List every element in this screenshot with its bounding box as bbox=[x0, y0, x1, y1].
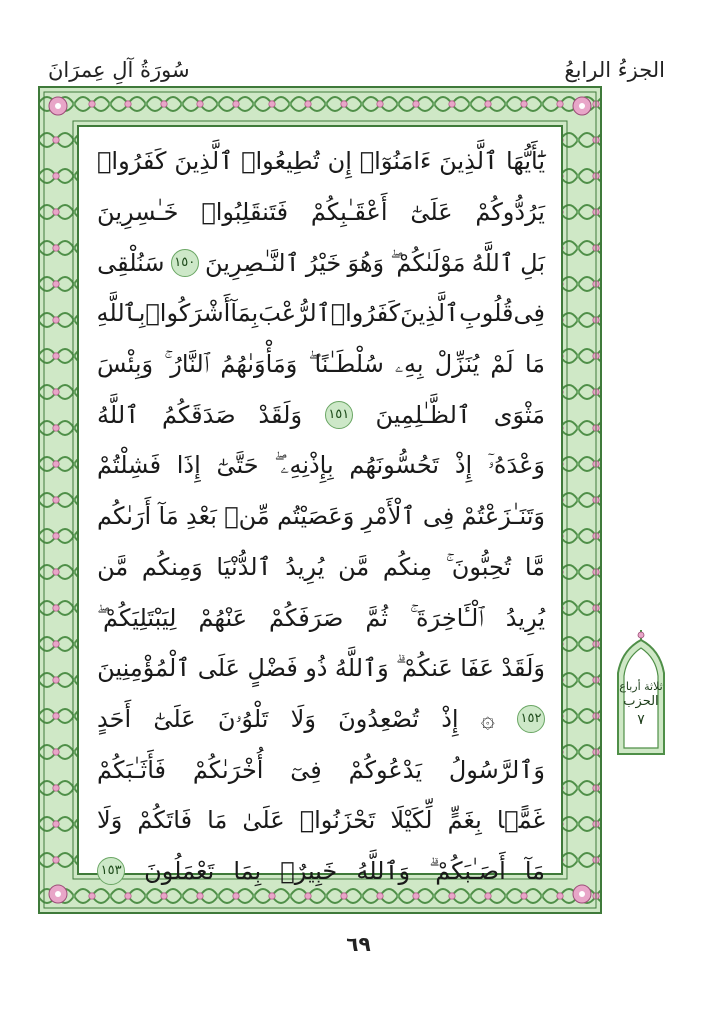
word: أَحَدٍ bbox=[97, 704, 132, 733]
word: مَا bbox=[524, 350, 545, 379]
ayah-number-marker: ١٥٢ bbox=[517, 705, 545, 733]
word: مِّنۢ bbox=[224, 502, 270, 531]
word: عَفَا bbox=[460, 654, 494, 683]
word: مَّن bbox=[97, 552, 129, 581]
word: فِى bbox=[513, 299, 545, 328]
word: كَفَرُوا۟ bbox=[330, 299, 401, 328]
word: بِغَمٍّ bbox=[447, 806, 482, 835]
text-line bbox=[97, 694, 545, 745]
ayah-number-marker: ١٥٣ bbox=[97, 857, 125, 885]
word: بِإِذْنِهِۦ ۖ bbox=[274, 451, 334, 480]
word: لَمْ bbox=[490, 350, 514, 379]
word: ٱلَّذِينَ bbox=[439, 147, 499, 176]
word: إِن bbox=[327, 147, 352, 176]
word: مَثْوَى bbox=[493, 400, 545, 429]
word: مَآ bbox=[524, 856, 545, 885]
text-line bbox=[97, 187, 545, 238]
text-line bbox=[97, 491, 545, 542]
page-number: ٦٩ bbox=[346, 932, 371, 956]
word: بِهِۦ bbox=[394, 350, 424, 379]
word: فَتَنقَلِبُوا۟ bbox=[201, 198, 289, 227]
word: وَتَنَـٰزَعْتُمْ bbox=[461, 502, 545, 531]
word: أَرَىٰكُم bbox=[97, 502, 152, 531]
word: ٱلدُّنْيَا bbox=[216, 552, 272, 581]
ayah-number-marker: ١٥١ bbox=[325, 401, 353, 429]
word: أَعْقَـٰبِكُمْ bbox=[310, 198, 388, 227]
word: إِذْ bbox=[454, 451, 473, 480]
word: مَّن bbox=[338, 552, 370, 581]
word: إِذْ bbox=[441, 704, 459, 733]
word: ٱلنَّـٰصِرِينَ bbox=[205, 248, 300, 277]
word: تُصْعِدُونَ bbox=[338, 704, 420, 733]
word: ءَامَنُوٓا۟ bbox=[359, 147, 432, 176]
text-line bbox=[97, 136, 545, 187]
word: كَفَرُوا۟ bbox=[97, 147, 167, 176]
hizb-number: ٧ bbox=[637, 712, 645, 729]
word: عَلَىٰ bbox=[242, 806, 285, 835]
text-line bbox=[97, 339, 545, 390]
word: فِىٓ bbox=[290, 755, 322, 784]
word: فَاتَكُمْ bbox=[137, 806, 193, 835]
word: وَلَا bbox=[290, 704, 316, 733]
word: لِيَبْتَلِيَكُمْ ۖ bbox=[97, 603, 177, 632]
word: لِّكَيْلَا bbox=[390, 806, 433, 835]
word: مَا bbox=[207, 806, 228, 835]
hizb-label bbox=[612, 680, 670, 729]
word: تَحُسُّونَهُم bbox=[349, 451, 440, 480]
word: بِمَآ bbox=[230, 299, 259, 328]
word: ۞ bbox=[480, 704, 495, 733]
word: وَعْدَهُۥٓ bbox=[487, 451, 545, 480]
word: بَلِ bbox=[520, 248, 545, 277]
word: ٱلْـَٔاخِرَةَ ۚ bbox=[410, 603, 484, 632]
word: وَبِئْسَ bbox=[97, 350, 154, 379]
word: وَلَقَدْ bbox=[501, 654, 545, 683]
word: مَآ bbox=[158, 502, 179, 531]
word: عَلَىٰٓ bbox=[410, 198, 453, 227]
word: بِٱللَّهِ bbox=[96, 299, 146, 328]
surah-title: سُورَةُ آلِ عِمرَانَ bbox=[48, 58, 190, 82]
word: تُطِيعُوا۟ bbox=[241, 147, 320, 176]
word: وَلَقَدْ bbox=[258, 400, 303, 429]
word: يَٰٓأَيُّهَا bbox=[505, 147, 545, 176]
word: إِذَا bbox=[176, 451, 201, 480]
word: خَبِيرٌۢ bbox=[280, 856, 338, 885]
word: يُرِيدُ bbox=[285, 552, 325, 581]
word: خَـٰسِرِينَ bbox=[97, 198, 179, 227]
word: ٱللَّهُ bbox=[97, 400, 140, 429]
ayah-number-marker: ١٥٠ bbox=[171, 249, 199, 277]
word: مَوْلَىٰكُمْ ۖ bbox=[390, 248, 466, 277]
word: عَلَىٰٓ bbox=[153, 704, 196, 733]
word: فَأَثَـٰبَكُمْ bbox=[97, 755, 166, 784]
text-line bbox=[97, 389, 545, 440]
word: ٱلْمُؤْمِنِينَ bbox=[97, 654, 191, 683]
word: صَدَقَكُمُ bbox=[161, 400, 236, 429]
word: يَدْعُوكُمْ bbox=[348, 755, 423, 784]
text-line bbox=[97, 592, 545, 643]
word: قُلُوبِ bbox=[459, 299, 514, 328]
word: وَهُوَ bbox=[347, 248, 385, 277]
word: ٱللَّهُ bbox=[471, 248, 514, 277]
word: أَشْرَكُوا۟ bbox=[145, 299, 231, 328]
word: حَتَّىٰٓ bbox=[216, 451, 259, 480]
word: مَّا bbox=[524, 552, 545, 581]
word: تَعْمَلُونَ bbox=[144, 856, 215, 885]
word: وَمِنكُم bbox=[141, 552, 203, 581]
word: سُلْطَـٰنًا ۖ bbox=[308, 350, 384, 379]
text-line bbox=[97, 440, 545, 491]
text-line bbox=[97, 795, 545, 846]
text-line bbox=[97, 288, 545, 339]
word: أُخْرَىٰكُمْ bbox=[192, 755, 264, 784]
word: وَٱلرَّسُولُ bbox=[448, 755, 545, 784]
word: يَرُدُّوكُمْ bbox=[475, 198, 545, 227]
hizb-word: الحزب bbox=[623, 694, 659, 710]
word: وَلَا bbox=[97, 806, 123, 835]
word: ٱلرُّعْبَ bbox=[258, 299, 331, 328]
word: تُحِبُّونَ ۚ bbox=[445, 552, 512, 581]
word: أَصَـٰبَكُمْ ۗ bbox=[429, 856, 506, 885]
word: بَعْدِ bbox=[186, 502, 217, 531]
word: ٱلظَّـٰلِمِينَ bbox=[375, 400, 471, 429]
word: غَمًّۢا bbox=[496, 806, 545, 835]
text-line bbox=[97, 643, 545, 694]
word: ٱلَّذِينَ bbox=[174, 147, 234, 176]
word: وَٱللَّهُ bbox=[334, 654, 389, 683]
word: تَحْزَنُوا۟ bbox=[299, 806, 376, 835]
word: وَمَأْوَىٰهُمُ bbox=[220, 350, 298, 379]
word: ٱلَّذِينَ bbox=[400, 299, 460, 328]
word: بِمَا bbox=[233, 856, 262, 885]
word: عَنْهُمْ bbox=[198, 603, 248, 632]
word: فَشِلْتُمْ bbox=[97, 451, 162, 480]
word: فَضْلٍ bbox=[247, 654, 298, 683]
word: عَنكُمْ ۗ bbox=[396, 654, 453, 683]
word: مِنكُم bbox=[382, 552, 433, 581]
text-line bbox=[97, 744, 545, 795]
word: تَلْوُۥنَ bbox=[217, 704, 269, 733]
text-line bbox=[97, 846, 545, 897]
word: خَيْرُ bbox=[305, 248, 342, 277]
word: ثُمَّ bbox=[365, 603, 389, 632]
word: ٱلْأَمْرِ bbox=[361, 502, 416, 531]
hizb-quarter-text: ثلاثة أرباع bbox=[619, 680, 663, 693]
word: صَرَفَكُمْ bbox=[269, 603, 344, 632]
word: فِى bbox=[422, 502, 455, 531]
word: يُرِيدُ bbox=[505, 603, 545, 632]
word: ٱلنَّارُ ۚ bbox=[164, 350, 210, 379]
quran-text-block bbox=[97, 136, 545, 896]
text-line bbox=[97, 237, 545, 288]
text-line bbox=[97, 542, 545, 593]
word: وَعَصَيْتُم bbox=[277, 502, 355, 531]
word: وَٱللَّهُ bbox=[356, 856, 411, 885]
juz-title: الجزءُ الرابعُ bbox=[564, 58, 665, 82]
word: عَلَى bbox=[197, 654, 240, 683]
word: سَنُلْقِى bbox=[97, 248, 165, 277]
word: يُنَزِّلْ bbox=[434, 350, 480, 379]
word: ذُو bbox=[305, 654, 328, 683]
